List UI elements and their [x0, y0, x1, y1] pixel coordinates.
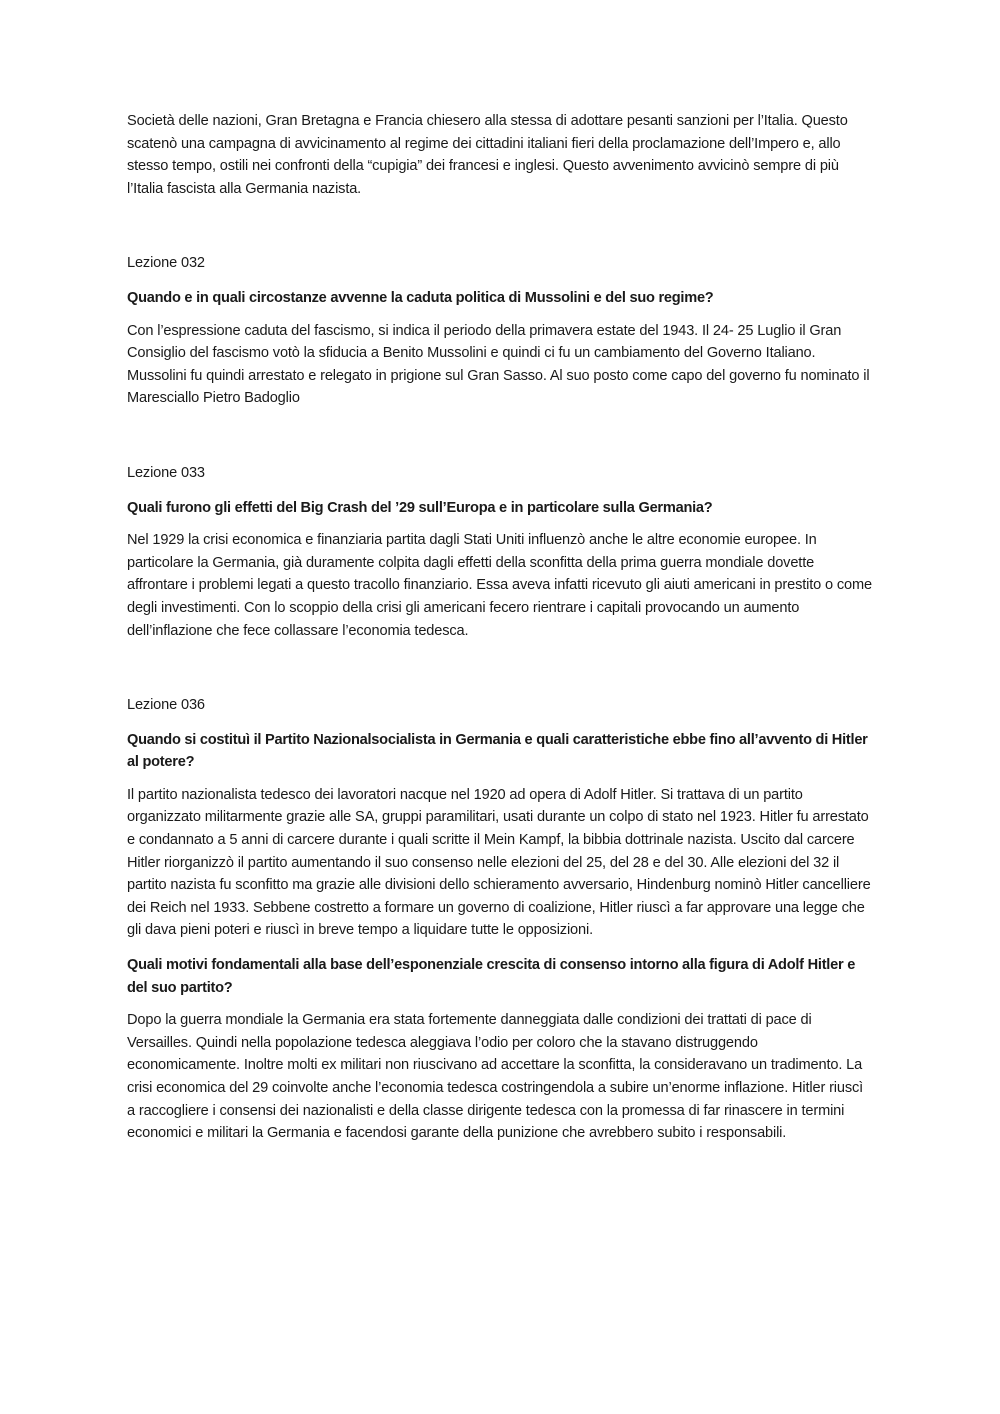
answer-paragraph: Dopo la guerra mondiale la Germania era stata fortemente danneggiata dalle condizioni dei trattati di pace di Versailles. Quindi nella popolazione tedesca aleggiava l’odio per coloro che la stavano distruggendo economicamente. Inoltre molti ex militari non riuscivano ad accettare la sconfitta, la consideravano un tradimento. La crisi economica del 29 coinvolte anche l’economia tedesca costringendola a subire un’enorme inflazione. Hitler riuscì a raccogliere i consensi dei nazionalisti e della classe dirigente tedesca con la promessa di far rinascere in termini economici e militari la Germania e facendosi garante della punizione che avrebbero subito i responsabili.: [127, 1012, 864, 1142]
document-page: [127, 110, 872, 1145]
question-heading: Quali furono gli effetti del Big Crash del ’29 sull’Europa e in particolare sulla Germania?: [127, 499, 713, 516]
lesson-heading: Lezione 032: [127, 255, 205, 272]
question-heading: Quali motivi fondamentali alla base dell’esponenziale crescita di consenso intorno alla figura di Adolf Hitler e del suo partito?: [127, 957, 856, 996]
lesson-heading: Lezione 036: [127, 697, 205, 714]
answer-paragraph: Con l’espressione caduta del fascismo, si indica il periodo della primavera estate del 1943. Il 24- 25 Luglio il Gran Consiglio del fascismo votò la sfiducia a Benito Mussolini e quindi ci fu un cambiamento del Governo Italiano. Mussolini fu quindi arrestato e relegato in prigione sul Gran Sasso. Al suo posto come capo del governo fu nominato il Maresciallo Pietro Badoglio: [127, 322, 870, 407]
intro-paragraph: Società delle nazioni, Gran Bretagna e Francia chiesero alla stessa di adottare pesanti sanzioni per l’Italia. Questo scatenò una campagna di avvicinamento al regime dei cittadini italiani fieri della proclamazione dell’Impero e, allo stesso tempo, ostili nei confronti della “cupigia” dei francesi e inglesi. Questo avvenimento avvicinò sempre di più l’Italia fascista alla Germania nazista.: [127, 113, 848, 197]
question-heading: Quando e in quali circostanze avvenne la caduta politica di Mussolini e del suo regime?: [127, 289, 714, 306]
answer-paragraph: Il partito nazionalista tedesco dei lavoratori nacque nel 1920 ad opera di Adolf Hitler. Si trattava di un partito organizzato militarmente grazie alle SA, gruppi paramilitari, usati durante un colpo di stato nel 1923. Hitler fu arrestato e condannato a 5 anni di carcere durante i quali scritte il Mein Kampf, la bibbia dottrinale nazista. Uscito dal carcere Hitler riorganizzò il partito aumentando il suo consenso nelle elezioni del 25, del 28 e del 30. Alle elezioni del 32 il partito nazista fu sconfitto ma grazie alle divisioni dello schieramento avversario, Hindenburg nominò Hitler cancelliere dei Reich nel 1933. Sebbene costretto a formare un governo di coalizione, Hitler riuscì a far approvare una legge che gli dava pieni poteri e riuscì in breve tempo a liquidare tutte le opposizioni.: [127, 786, 871, 939]
lesson-heading: Lezione 033: [127, 464, 205, 481]
answer-paragraph: Nel 1929 la crisi economica e finanziaria partita dagli Stati Uniti influenzò anche le altre economie europee. In particolare la Germania, già duramente colpita dagli effetti della sconfitta della prima guerra mondiale dovette affrontare i problemi legati a questo tracollo finanziario. Essa aveva infatti ricevuto gli aiuti americani in prestito o come degli investimenti. Con lo scoppio della crisi gli americani fecero rientrare i capitali provocando un aumento dell’inflazione che fece collassare l’economia tedesca.: [127, 532, 872, 639]
question-heading: Quando si costituì il Partito Nazionalsocialista in Germania e quali caratteristiche ebbe fino all’avvento di Hitler al potere?: [127, 731, 868, 771]
